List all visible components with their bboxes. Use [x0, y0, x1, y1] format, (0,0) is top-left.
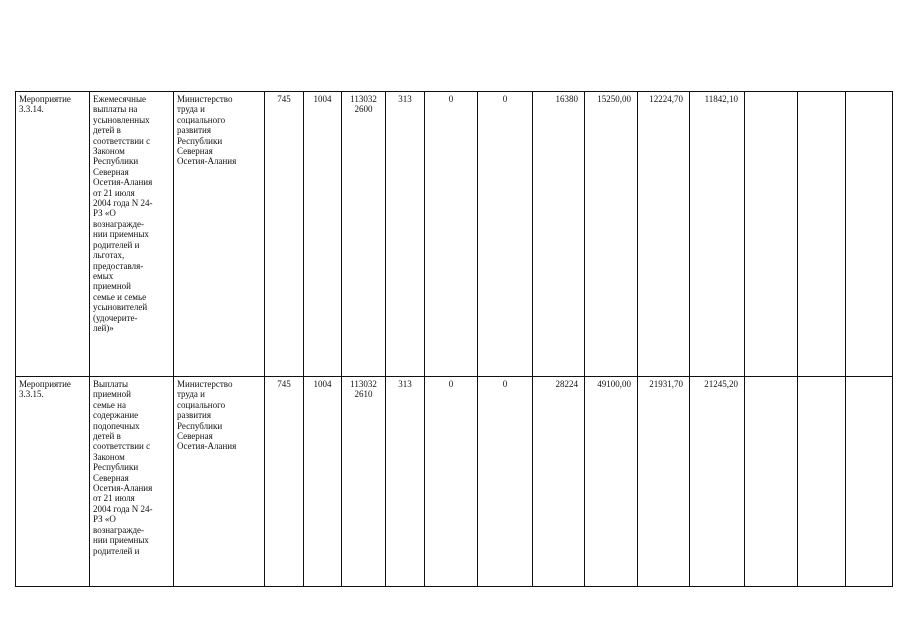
table-row	[16, 92, 893, 377]
value-cell-4: 15250,00	[585, 92, 638, 377]
measure-description-cell: Ежемесячные выплаты на усыновленных детей в соответствии с Законом Республики Северная Осетия-Алания от 21 июля 2004 года N 24- РЗ «О вознагражде- нии приемных родителей и льготах, предоставля- емых приемной семье и семье усыновителей (удочерите- лей)»	[90, 92, 174, 377]
measure-name-cell: Мероприятие 3.3.15.	[16, 377, 90, 587]
target-article-cell: 113032 2600	[342, 92, 386, 377]
value-cell-5: 21931,70	[638, 377, 690, 587]
measure-description-cell: Выплаты приемной семье на содержание подопечных детей в соответствии с Законом Республики Северная Осетия-Алания от 21 июля 2004 года N 24- РЗ «О вознагражде- нии приемных родителей и	[90, 377, 174, 587]
value-cell-2: 0	[478, 377, 533, 587]
value-cell-4: 49100,00	[585, 377, 638, 587]
executor-cell: Министерство труда и социального развития Республики Северная Осетия-Алания	[174, 377, 265, 587]
value-cell-3: 28224	[533, 377, 585, 587]
grbs-code-cell: 745	[265, 377, 304, 587]
value-cell-9	[846, 92, 893, 377]
grbs-code-cell: 745	[265, 92, 304, 377]
value-cell-7	[745, 377, 798, 587]
value-cell-3: 16380	[533, 92, 585, 377]
value-cell-6: 11842,10	[690, 92, 745, 377]
value-cell-7	[745, 92, 798, 377]
value-cell-1: 0	[425, 377, 478, 587]
executor-cell: Министерство труда и социального развития Республики Северная Осетия-Алания	[174, 92, 265, 377]
target-article-cell: 113032 2610	[342, 377, 386, 587]
section-code-cell: 1004	[304, 92, 342, 377]
measure-name-cell: Мероприятие 3.3.14.	[16, 92, 90, 377]
value-cell-8	[798, 377, 846, 587]
value-cell-1: 0	[425, 92, 478, 377]
value-cell-2: 0	[478, 92, 533, 377]
table-row	[16, 377, 893, 587]
expense-type-cell: 313	[386, 377, 425, 587]
expense-type-cell: 313	[386, 92, 425, 377]
section-code-cell: 1004	[304, 377, 342, 587]
value-cell-6: 21245,20	[690, 377, 745, 587]
budget-table	[15, 91, 893, 587]
value-cell-8	[798, 92, 846, 377]
value-cell-9	[846, 377, 893, 587]
value-cell-5: 12224,70	[638, 92, 690, 377]
